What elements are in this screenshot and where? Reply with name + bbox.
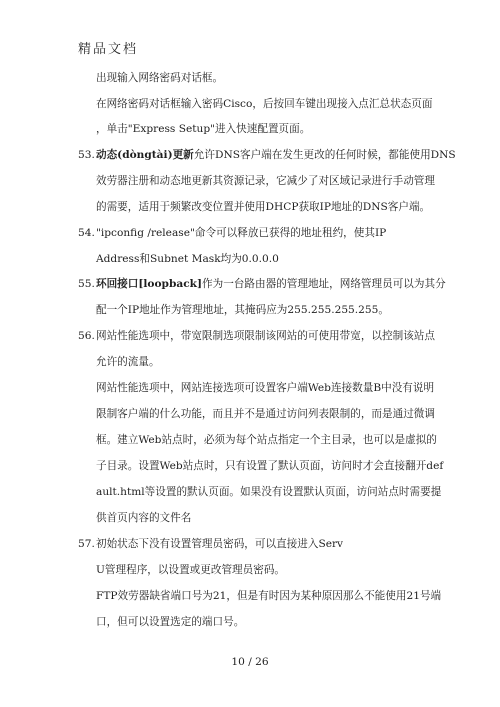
body-line: "ipconfig /release"命令可以释放已获得的地址租约，使其IP: [96, 227, 387, 239]
item-number: 54.: [78, 227, 95, 239]
item-number: 56.: [78, 330, 95, 342]
body-line: 框。建立Web站点时，必须为每个站点指定一个主目录，也可以是虚拟的: [96, 434, 437, 446]
item-number: 57.: [78, 538, 95, 550]
body-line: 网站性能选项中，带宽限制选项限制该网站的可使用带宽，以控制该站点: [96, 330, 435, 342]
body-line: 允许的流量。: [96, 356, 160, 368]
body-line: FTP效劳器缺省端口号为21，但是有时因为某种原因那么不能使用21号端: [96, 590, 442, 602]
body-line: 限制客户端的什么功能，而且并不是通过访问列表限制的，而是通过微调: [96, 408, 435, 420]
body-line: ，单击"Express Setup"进入快速配置页面。: [96, 123, 311, 135]
body-line: 出现输入网络密码对话框。: [96, 72, 224, 84]
item-number: 55.: [78, 278, 95, 290]
body-line: ault.html等设置的默认页面。如果没有设置默认页面，访问站点时需要提: [96, 486, 442, 498]
body-line: 子目录。设置Web站点时，只有设置了默认页面，访问时才会直接翻开def: [96, 460, 444, 472]
body-line: 在网络密码对话框输入密码Cisco，后按回车键出现接入点汇总状态页面: [96, 98, 433, 110]
body-line: Address和Subnet Mask均为0.0.0.0: [96, 253, 279, 265]
body-line: 口，但可以设置选定的端口号。: [96, 616, 245, 628]
body-line: 配一个IP地址作为管理地址，其掩码应为255.255.255.255。: [96, 304, 389, 316]
page-number: 10 / 26: [231, 656, 269, 668]
line-text: 允许DNS客户端在发生更改的任何时候，都能使用DNS: [193, 149, 456, 161]
body-line: [96, 148, 456, 162]
bold-term: 动态(dòngtài)更新: [96, 149, 194, 161]
body-line: 供首页内容的文件名: [96, 512, 192, 524]
body-line: 初始状态下没有设置管理员密码，可以直接进入Serv: [96, 538, 344, 550]
line-text: 作为一台路由器的管理地址，网络管理员可以为其分: [202, 278, 446, 290]
body-line: 的需要，适用于频繁改变位置并使用DHCP获取IP地址的DNS客户端。: [96, 201, 431, 213]
page-header: 精品文档: [78, 42, 139, 57]
bold-term: 环回接口[loopback]: [96, 278, 203, 290]
item-number: 53.: [78, 149, 95, 161]
body-line: 网站性能选项中，网站连接选项可设置客户端Web连接数量B中没有说明: [96, 382, 435, 394]
body-line: [96, 277, 446, 291]
body-line: 效劳器注册和动态地更新其资源记录，它减少了对区域记录进行手动管理: [96, 175, 435, 187]
body-line: U管理程序，以设置或更改管理员密码。: [96, 564, 286, 576]
